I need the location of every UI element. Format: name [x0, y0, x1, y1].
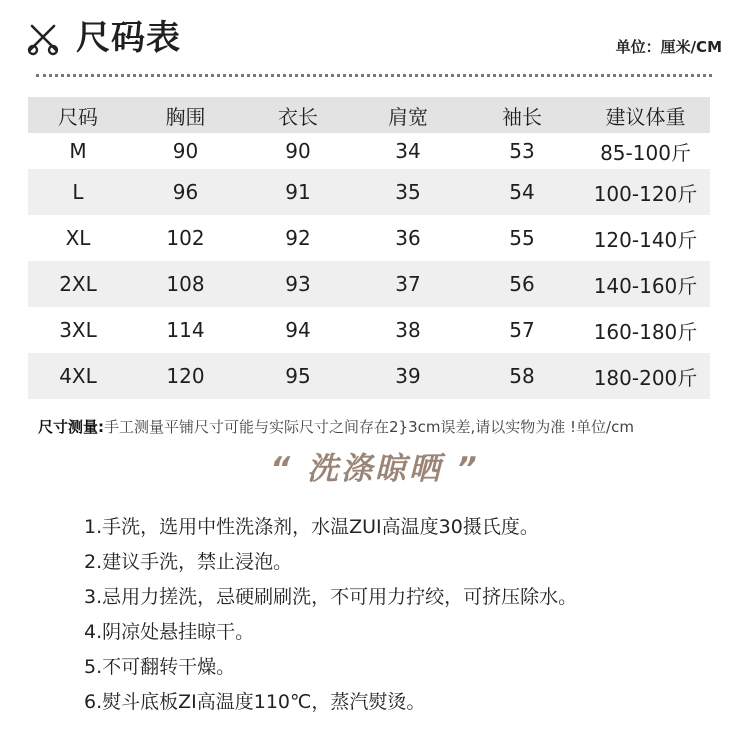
- table-row: [28, 169, 710, 215]
- table-cell: 108: [166, 272, 205, 296]
- column-header: 建议体重: [605, 104, 686, 129]
- list-item: 4.阴凉处悬挂晾干。: [84, 621, 255, 643]
- table-cell: 91: [285, 180, 311, 204]
- care-section-title: “ 洗涤晾晒 ”: [270, 451, 480, 487]
- unit-label: 单位：厘米/CM: [615, 38, 722, 56]
- table-cell: 38: [395, 318, 421, 342]
- header: [0, 0, 750, 80]
- table-cell: 100-120斤: [593, 181, 698, 206]
- dotted-divider: [36, 74, 712, 77]
- table-cell: 90: [285, 139, 311, 163]
- table-cell: 56: [509, 272, 535, 296]
- list-item: 2.建议手洗，禁止浸泡。: [84, 551, 293, 573]
- size-table: [28, 97, 710, 399]
- table-cell: 36: [395, 226, 421, 250]
- table-cell: 90: [172, 139, 199, 163]
- measurement-note: [38, 416, 634, 438]
- table-cell: 120: [166, 364, 205, 388]
- table-cell: 96: [172, 180, 199, 204]
- table-row: [28, 261, 710, 307]
- table-cell: 58: [509, 364, 535, 388]
- table-cell: 114: [166, 318, 205, 342]
- table-cell: 2XL: [59, 272, 97, 296]
- table-cell: 180-200斤: [593, 365, 698, 390]
- table-cell: 140-160斤: [593, 273, 698, 298]
- table-row: [28, 307, 710, 353]
- table-cell: 37: [395, 272, 421, 296]
- table-row: [28, 133, 710, 169]
- column-header: 胸围: [165, 104, 206, 129]
- column-header: 衣长: [278, 104, 318, 129]
- column-header: 尺码: [58, 104, 98, 129]
- table-cell: M: [69, 139, 87, 163]
- table-cell: 4XL: [59, 364, 97, 388]
- table-cell: 39: [395, 364, 421, 388]
- table-cell: 57: [509, 318, 535, 342]
- table-row: [28, 215, 710, 261]
- table-cell: 102: [166, 226, 205, 250]
- table-cell: 85-100斤: [600, 140, 691, 165]
- table-cell: 160-180斤: [593, 319, 698, 344]
- list-item: 1.手洗，选用中性洗涤剂，水温ZUI高温度30摄氏度。: [84, 516, 539, 538]
- note-text: 手工测量平铺尺寸可能与实际尺寸之间存在2}3cm误差,请以实物为准 !单位/cm: [104, 418, 634, 436]
- table-cell: 55: [509, 226, 535, 250]
- note-label: 尺寸测量:: [38, 418, 104, 436]
- table-row: [28, 353, 710, 399]
- table-cell: 94: [285, 318, 311, 342]
- care-instructions-list: [84, 510, 724, 720]
- table-header-row: [28, 97, 710, 133]
- list-item: 6.熨斗底板ZI高温度110℃，蒸汽熨烫。: [84, 691, 426, 713]
- column-header: 肩宽: [388, 104, 428, 129]
- table-cell: 34: [395, 139, 421, 163]
- table-cell: 120-140斤: [593, 227, 698, 252]
- table-cell: 53: [509, 139, 535, 163]
- table-cell: 93: [285, 272, 311, 296]
- table-cell: 54: [509, 180, 535, 204]
- list-item: 5.不可翻转干燥。: [84, 656, 236, 678]
- table-cell: 95: [285, 364, 311, 388]
- table-cell: L: [72, 180, 84, 204]
- table-cell: 92: [285, 226, 311, 250]
- table-cell: 3XL: [59, 318, 97, 342]
- column-header: 袖长: [502, 104, 542, 129]
- page-title: 尺码表: [76, 18, 181, 58]
- table-cell: 35: [395, 180, 421, 204]
- list-item: 3.忌用力搓洗，忌硬刷刷洗，不可用力拧绞，可挤压除水。: [84, 586, 578, 608]
- scissors-icon: [26, 22, 60, 56]
- table-cell: XL: [65, 226, 91, 250]
